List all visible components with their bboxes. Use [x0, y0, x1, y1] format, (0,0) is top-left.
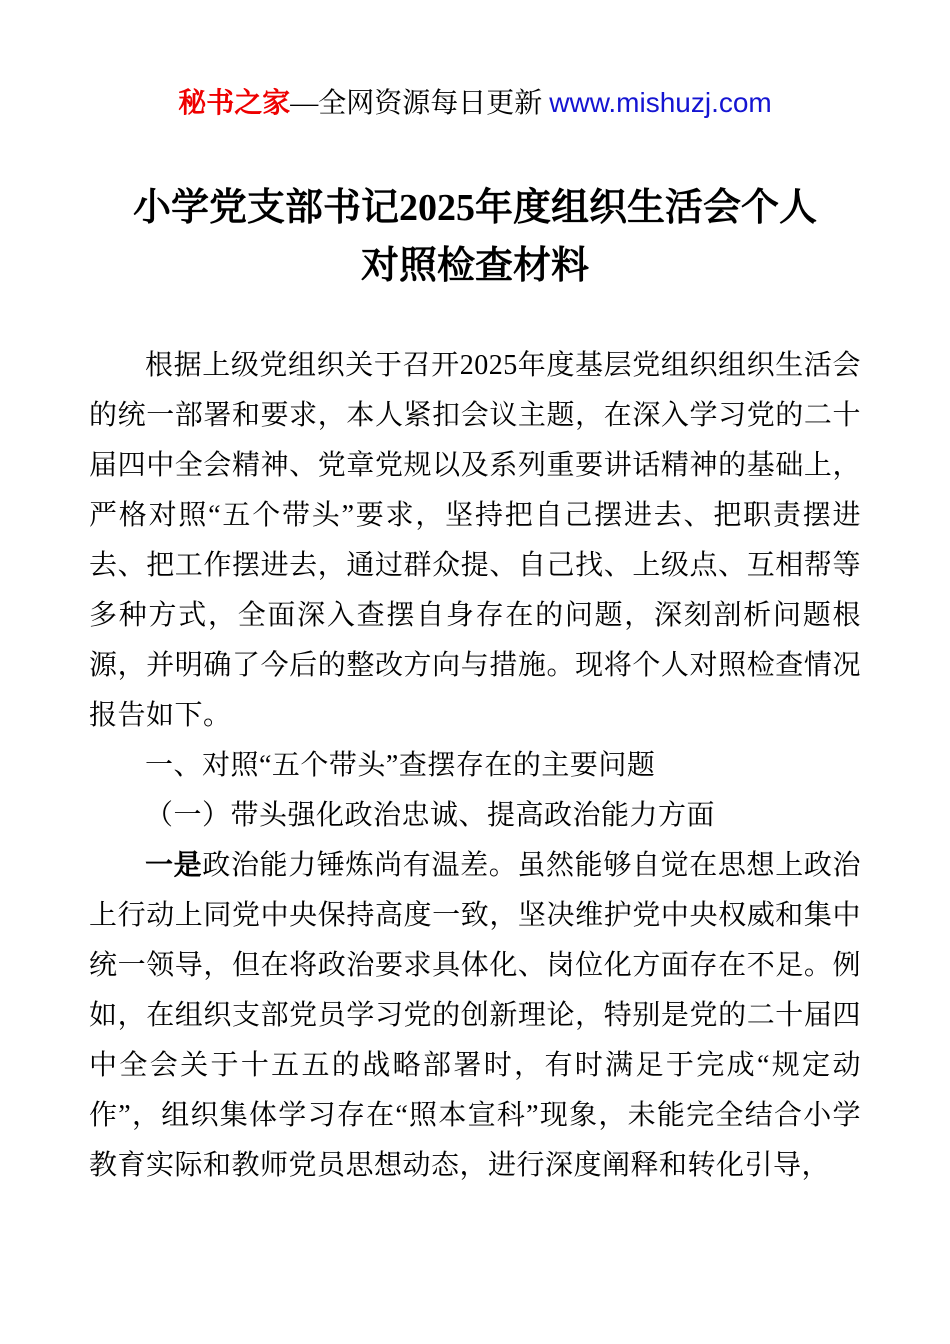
point-1-paragraph	[89, 841, 861, 1191]
document-title: 小学党支部书记2025年度组织生活会个人对照检查材料	[132, 187, 817, 287]
site-brand: 秘书之家	[178, 88, 291, 119]
site-tagline: —全网资源每日更新	[290, 88, 550, 119]
section-heading-1: 一、对照“五个带头”查摆存在的主要问题	[145, 750, 656, 781]
point-1-lead: 一是	[145, 850, 203, 881]
point-1-text: 政治能力锤炼尚有温差。虽然能够自觉在思想上政治上行动上同党中央保持高度一致，坚决维护党中央权威和集中统一领导，但在将政治要求具体化、岗位化方面存在不足。例如，在组织支部党员学习党的创新理论，特别是党的二十届四中全会关于十五五的战略部署时，有时满足于完成“规定动作”，组织集体学习存在“照本宣科”现象，未能完全结合小学教育实际和教师党员思想动态，进行深度阐释和转化引导，	[89, 850, 861, 1181]
intro-paragraph: 根据上级党组织关于召开2025年度基层党组织组织生活会的统一部署和要求，本人紧扣会议主题，在深入学习党的二十届四中全会精神、党章党规以及系列重要讲话精神的基础上，严格对照“五个带头”要求，坚持把自己摆进去、把职责摆进去、把工作摆进去，通过群众提、自己找、上级点、互相帮等多种方式，全面深入查摆自身存在的问题，深刻剖析问题根源，并明确了今后的整改方向与措施。现将个人对照检查情况报告如下。	[89, 350, 861, 731]
subsection-heading-1-1: （一）带头强化政治忠诚、提高政治能力方面	[145, 800, 716, 831]
site-header	[89, 86, 861, 121]
site-url-link[interactable]: www.mishuzj.com	[549, 87, 772, 118]
